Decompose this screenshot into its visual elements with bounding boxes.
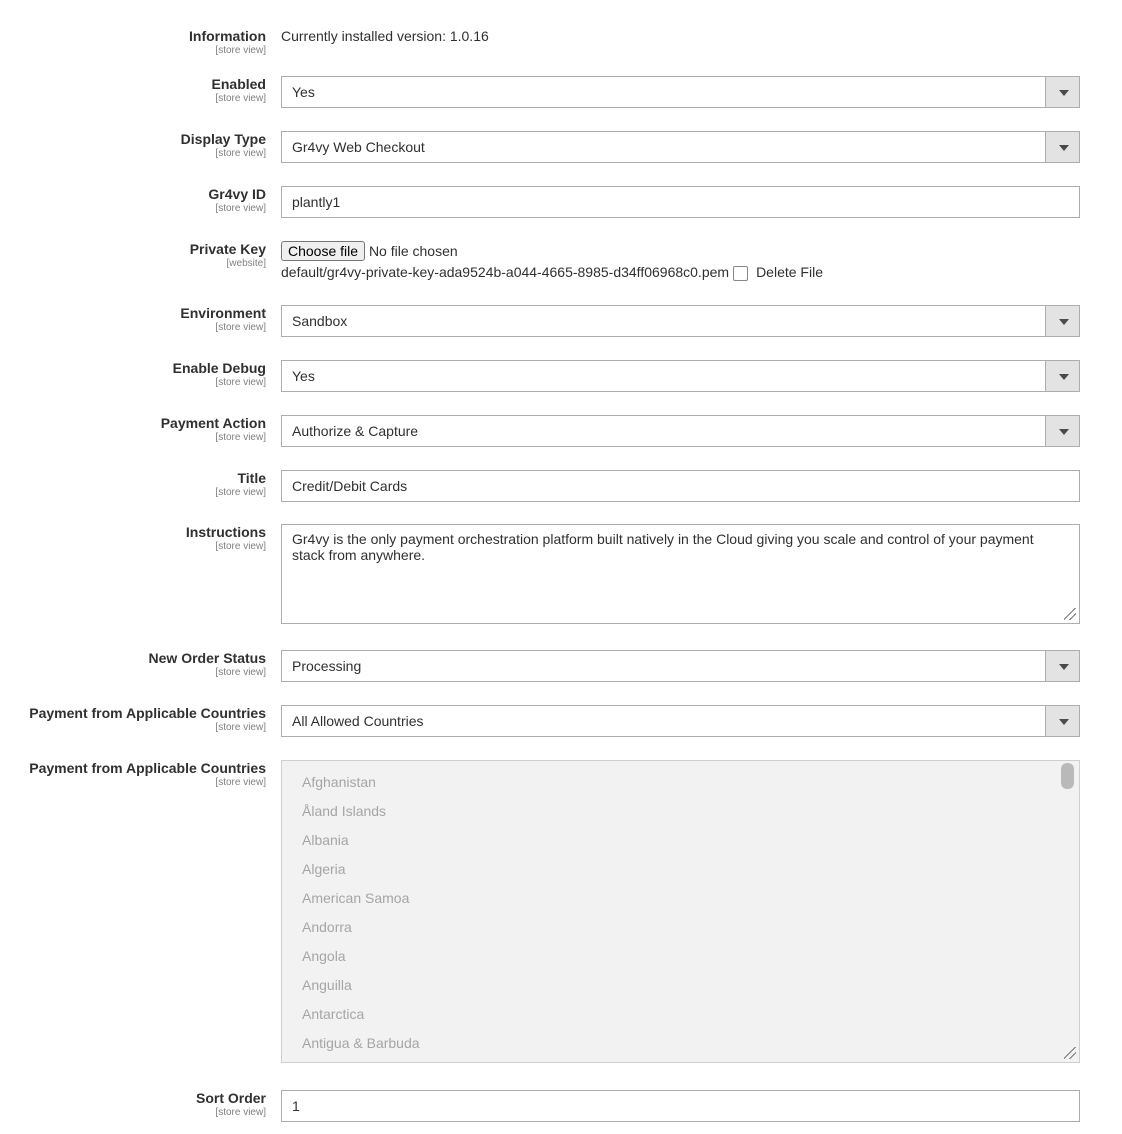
- new-order-status-select[interactable]: [281, 650, 1080, 682]
- file-status: No file chosen: [368, 243, 458, 259]
- select-value: Processing: [292, 658, 362, 674]
- select-value: Yes: [292, 84, 315, 100]
- scope: [store view]: [215, 148, 266, 159]
- title-input[interactable]: Credit/Debit Cards: [281, 470, 1080, 502]
- scope: [store view]: [215, 432, 266, 443]
- label: Display Type: [180, 131, 266, 147]
- row-new-order-status: [0, 650, 1122, 682]
- enable-debug-select[interactable]: [281, 360, 1080, 392]
- row-display-type: [0, 131, 1122, 163]
- scope: [store view]: [215, 45, 266, 56]
- chevron-down-icon: [1045, 651, 1079, 681]
- country-option[interactable]: Andorra: [302, 919, 352, 935]
- scrollbar-thumb[interactable]: [1061, 763, 1074, 789]
- gr4vy-id-input[interactable]: plantly1: [281, 186, 1080, 218]
- country-option[interactable]: Åland Islands: [302, 803, 387, 819]
- applicable-countries-select[interactable]: [281, 705, 1080, 737]
- row-payment-action: [0, 415, 1122, 447]
- scope: [store view]: [215, 93, 266, 104]
- chevron-down-icon: [1045, 361, 1079, 391]
- label: Sort Order: [195, 1090, 266, 1106]
- chevron-down-icon: [1045, 77, 1079, 107]
- environment-select[interactable]: [281, 305, 1080, 337]
- scope: [store view]: [215, 1107, 266, 1118]
- country-option[interactable]: American Samoa: [302, 890, 410, 906]
- label: Private Key: [189, 241, 266, 257]
- display-type-select[interactable]: [281, 131, 1080, 163]
- textarea-value: Gr4vy is the only payment orchestration platform built natively in the Cloud giving you scale and control of your payment stack from anywhere.: [292, 531, 1034, 563]
- chevron-down-icon: [1045, 132, 1079, 162]
- choose-file-button[interactable]: Choose file: [281, 241, 365, 261]
- label: Environment: [180, 305, 266, 321]
- scope: [store view]: [215, 667, 266, 678]
- label: Payment Action: [160, 415, 266, 431]
- country-option[interactable]: Algeria: [302, 861, 346, 877]
- scope: [store view]: [215, 322, 266, 333]
- chevron-down-icon: [1045, 416, 1079, 446]
- label: Payment from Applicable Countries: [29, 760, 266, 776]
- enabled-select[interactable]: [281, 76, 1080, 108]
- label: Enabled: [211, 76, 266, 92]
- country-option[interactable]: Afghanistan: [302, 774, 376, 790]
- scope: [website]: [226, 258, 266, 269]
- label: Enable Debug: [172, 360, 266, 376]
- current-filename: default/gr4vy-private-key-ada9524b-a044-4665-8985-d34ff06968c0.pem: [281, 264, 730, 280]
- select-value: Gr4vy Web Checkout: [292, 139, 425, 155]
- scope: [store view]: [215, 377, 266, 388]
- country-option[interactable]: Antigua & Barbuda: [302, 1035, 420, 1051]
- label: Payment from Applicable Countries: [29, 705, 266, 721]
- scope: [store view]: [215, 722, 266, 733]
- chevron-down-icon: [1045, 306, 1079, 336]
- scope: [store view]: [215, 487, 266, 498]
- installed-version: Currently installed version: 1.0.16: [281, 28, 489, 44]
- country-option[interactable]: Antarctica: [302, 1006, 365, 1022]
- row-enabled: [0, 76, 1122, 108]
- scope: [store view]: [215, 541, 266, 552]
- specific-countries-multiselect[interactable]: [281, 760, 1080, 1063]
- scope: [store view]: [215, 203, 266, 214]
- delete-file-checkbox[interactable]: [733, 266, 748, 281]
- resize-handle-icon[interactable]: [1064, 608, 1076, 620]
- row-instructions: [0, 524, 1122, 624]
- chevron-down-icon: [1045, 706, 1079, 736]
- label: New Order Status: [148, 650, 266, 666]
- label: Title: [237, 470, 266, 486]
- select-value: Authorize & Capture: [292, 423, 419, 439]
- select-value: All Allowed Countries: [292, 713, 424, 729]
- scope: [store view]: [215, 777, 266, 788]
- label: Information: [189, 28, 266, 44]
- country-option[interactable]: Angola: [302, 948, 346, 964]
- payment-action-select[interactable]: [281, 415, 1080, 447]
- row-specific-countries: [0, 760, 1122, 1063]
- label: Gr4vy ID: [208, 186, 266, 202]
- select-value: Yes: [292, 368, 315, 384]
- delete-file-label[interactable]: Delete File: [756, 264, 823, 280]
- row-environment: [0, 305, 1122, 337]
- instructions-textarea[interactable]: [281, 524, 1080, 624]
- row-enable-debug: [0, 360, 1122, 392]
- resize-handle-icon[interactable]: [1064, 1047, 1076, 1059]
- country-option[interactable]: Anguilla: [302, 977, 352, 993]
- sort-order-input[interactable]: 1: [281, 1090, 1080, 1122]
- label: Instructions: [185, 524, 266, 540]
- select-value: Sandbox: [292, 313, 348, 329]
- row-applicable-countries: [0, 705, 1122, 737]
- country-option[interactable]: Albania: [302, 832, 349, 848]
